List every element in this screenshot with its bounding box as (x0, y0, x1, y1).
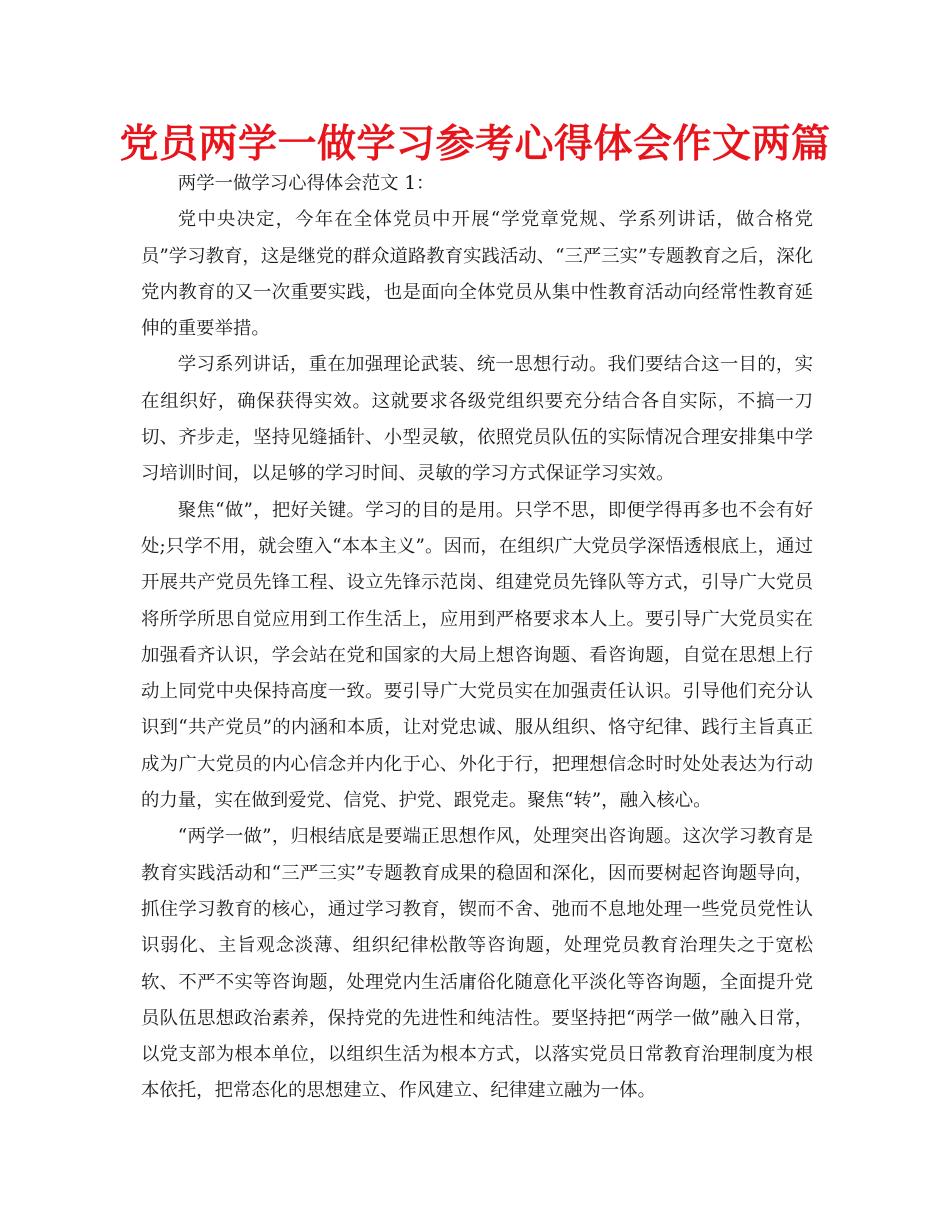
body-paragraph: 聚焦“做”，把好关键。学习的目的是用。只学不思，即便学得再多也不会有好处;只学不用，就会堕入“本本主义”。因而，在组织广大党员学深悟透根底上，通过开展共产党员先锋工程、设立先锋示范岗、组建党员先锋队等方式，引导广大党员将所学所思自觉应用到工作生活上，应用到严格要求本人上。要引导广大党员实在加强看齐认识，学会站在党和国家的大局上想咨询题、看咨询题，自觉在思想上行动上同党中央保持高度一致。要引导广大党员实在加强责任认识。引导他们充分认识到“共产党员”的内涵和本质，让对党忠诚、服从组织、恪守纪律、践行主旨真正成为广大党员的内心信念并内化于心、外化于行，把理想信念时时处处表达为行动的力量，实在做到爱党、信党、护党、跟党走。聚焦“转”，融入核心。 (141, 499, 813, 812)
section-subheading: 两学一做学习心得体会范文 1： (177, 173, 435, 194)
body-paragraph: 党中央决定，今年在全体党员中开展“学党章党规、学系列讲话，做合格党员”学习教育，这是继党的群众道路教育实践活动、“三严三实”专题教育之后，深化党内教育的又一次重要实践，也是面向全体党员从集中性教育活动向经常性教育延伸的重要举措。 (141, 209, 813, 340)
document-title: 党员两学一做学习参考心得体会作文两篇 (119, 122, 831, 167)
body-paragraph: “两学一做”，归根结底是要端正思想作风，处理突出咨询题。这次学习教育是教育实践活动和“三严三实”专题教育成果的稳固和深化，因而要树起咨询题导向，抓住学习教育的核心，通过学习教育，锲而不舍、弛而不息地处理一些党员党性认识弱化、主旨观念淡薄、组织纪律松散等咨询题，处理党员教育治理失之于宽松软、不严不实等咨询题，处理党内生活庸俗化随意化平淡化等咨询题，全面提升党员队伍思想政治素养，保持党的先进性和纯洁性。要坚持把“两学一做”融入日常，以党支部为根本单位，以组织生活为根本方式，以落实党员日常教育治理制度为根本依托，把常态化的思想建立、作风建立、纪律建立融为一体。 (141, 826, 813, 1102)
body-paragraph: 学习系列讲话，重在加强理论武装、统一思想行动。我们要结合这一目的，实在组织好，确保获得实效。这就要求各级党组织要充分结合各自实际，不搞一刀切、齐步走，坚持见缝插针、小型灵敏，依照党员队伍的实际情况合理安排集中学习培训时间，以足够的学习时间、灵敏的学习方式保证学习实效。 (141, 354, 813, 485)
document-body (141, 166, 813, 1110)
